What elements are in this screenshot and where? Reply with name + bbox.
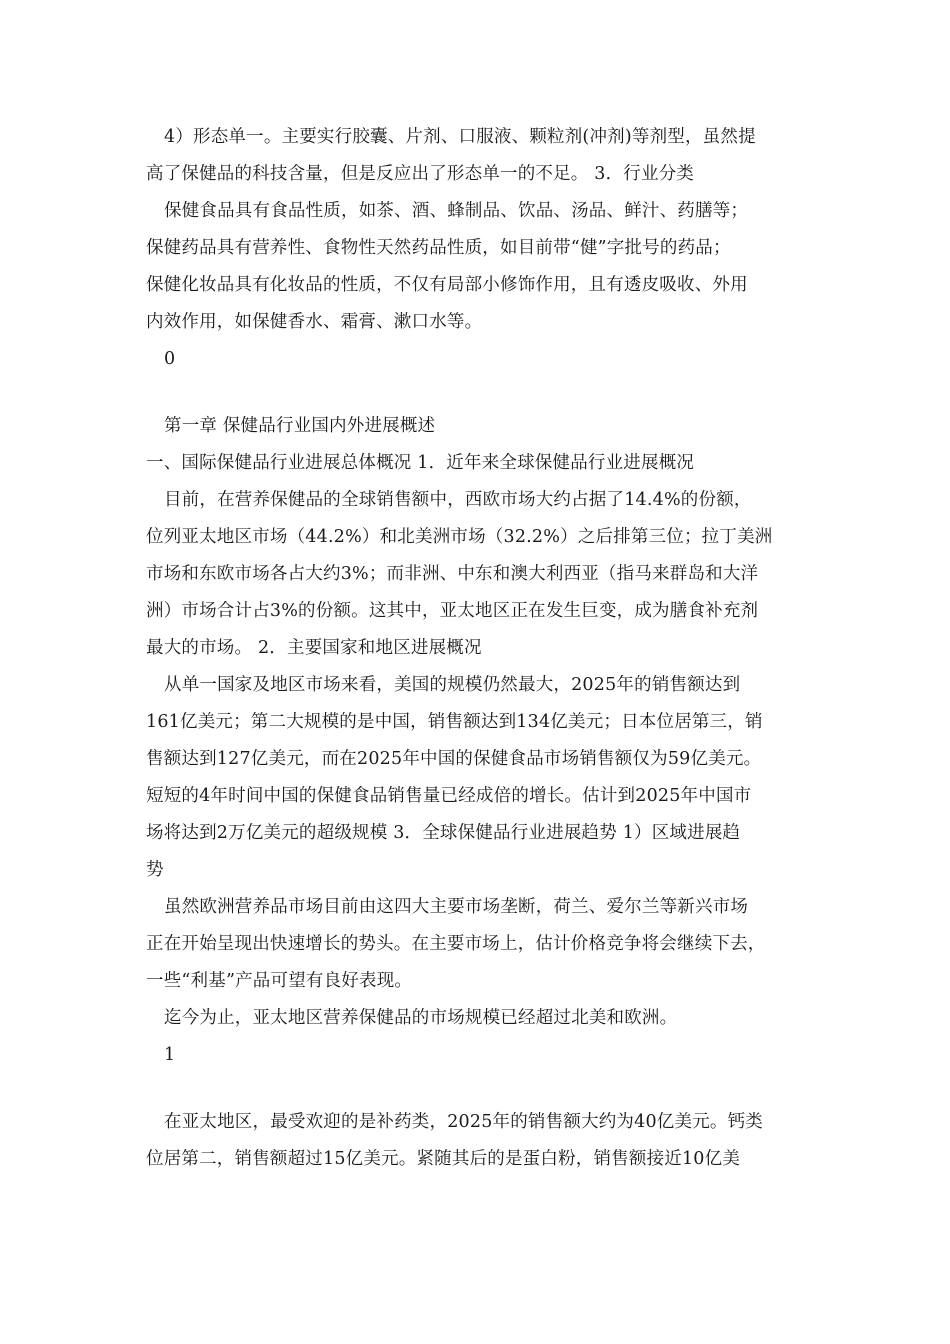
body-text-line: 从单一国家及地区市场来看，美国的规模仍然最大，2025年的销售额达到 [164,675,741,695]
body-text-line: 4）形态单一。主要实行胶囊、片剂、口服液、颗粒剂(冲剂)等剂型，虽然提 [164,127,756,147]
body-text-line: 位列亚太地区市场（44.2%）和北美洲市场（32.2%）之后排第三位；拉丁美洲 [146,527,773,547]
body-text-line: 市场和东欧市场各占大约3%；而非洲、中东和澳大利西亚（指马来群岛和大洋 [146,564,759,584]
body-text-line: 正在开始呈现出快速增长的势头。在主要市场上，估计价格竞争将会继续下去， [146,934,766,954]
body-text-line: 高了保健品的科技含量，但是反应出了形态单一的不足。 3．行业分类 [146,164,695,184]
body-text-line: 短短的4年时间中国的保健食品销售量已经成倍的增长。估计到2025年中国市 [146,786,752,806]
body-text-line: 场将达到2万亿美元的超级规模 3．全球保健品行业进展趋势 1）区域进展趋 [146,823,741,843]
body-text-line: 保健药品具有营养性、食物性天然药品性质，如目前带“健”字批号的药品； [146,238,731,258]
body-text-line: 最大的市场。 2．主要国家和地区进展概况 [146,638,482,658]
section-heading: 一、国际保健品行业进展总体概况 1．近年来全球保健品行业进展概况 [146,453,695,473]
body-text-line: 位居第二，销售额超过15亿美元。紧随其后的是蛋白粉，销售额接近10亿美 [146,1149,741,1169]
body-text-line: 161亿美元；第二大规模的是中国，销售额达到134亿美元；日本位居第三，销 [146,712,763,732]
body-text-line: 保健化妆品具有化妆品的性质，不仅有局部小修饰作用，且有透皮吸收、外用 [146,275,748,295]
body-text-line: 虽然欧洲营养品市场目前由这四大主要市场垄断，荷兰、爱尔兰等新兴市场 [164,897,749,917]
body-text-line: 势 [146,860,164,880]
body-text-line: 一些“利基”产品可望有良好表现。 [146,971,413,991]
body-text-line: 目前，在营养保健品的全球销售额中，西欧市场大约占据了14.4%的份额， [164,490,752,510]
body-text-line: 洲）市场合计占3%的份额。这其中，亚太地区正在发生巨变，成为膳食补充剂 [146,601,759,621]
body-text-line: 售额达到127亿美元，而在2025年中国的保健食品市场销售额仅为59亿美元。 [146,749,762,769]
chapter-heading: 第一章 保健品行业国内外进展概述 [164,416,436,436]
body-text-line: 保健食品具有食品性质，如茶、酒、蜂制品、饮品、汤品、鲜汁、药膳等； [164,201,749,221]
body-text-line: 迄今为止，亚太地区营养保健品的市场规模已经超过北美和欧洲。 [164,1008,678,1028]
body-text-line: 在亚太地区，最受欢迎的是补药类，2025年的销售额大约为40亿美元。钙类 [164,1112,764,1132]
page-number: 0 [164,349,176,369]
body-text-line: 内效作用，如保健香水、霜膏、漱口水等。 [146,312,483,332]
page-number: 1 [164,1045,176,1065]
